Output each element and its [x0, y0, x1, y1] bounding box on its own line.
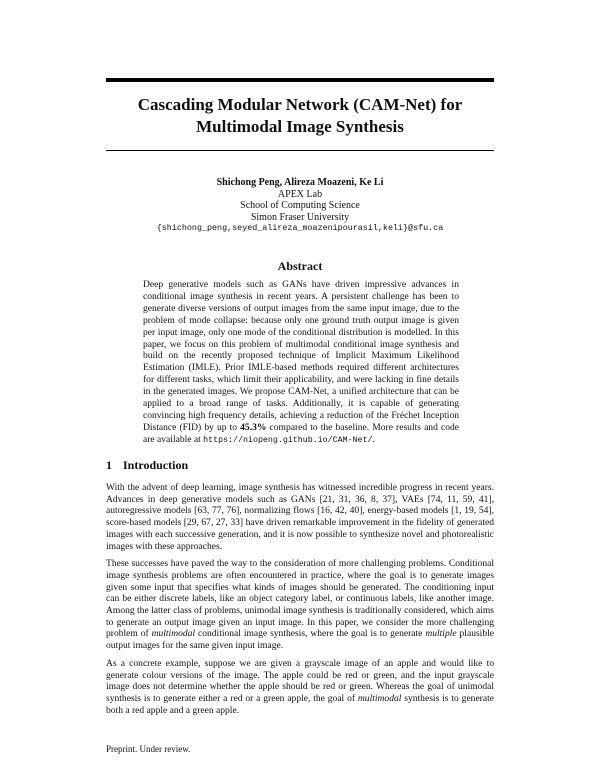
intro-p2-text-3: plausible output images for the same given input image. — [106, 628, 494, 652]
paper-title — [106, 94, 494, 138]
intro-p2-text: These successes have paved the way to the consideration of more challenging problems. Conditional image synthesis problems are often encountered in practice, where the goal is to generate images given some input that specifies what kinds of images should be generated. The conditioning input can be either discrete labels, like an object category label, or continuous labels, like another image. Among the latter class of problems, unimodal image synthesis is traditionally considered, which aims to generate an output image given an input image. In this paper, we consider the more challenging problem of — [106, 558, 494, 640]
abstract-text — [143, 279, 459, 447]
preprint-footer: Preprint. Under review. — [106, 744, 191, 754]
abstract-body: Deep generative models such as GANs have driven impressive advances in conditional image synthesis in recent years. A persistent challenge has been to generate diverse versions of output images from the same input image, due to the problem of mode collapse: because only one ground truth output image is given per input image, only one mode of the conditional distribution is modelled. In this paper, we focus on this problem of multimodal conditional image synthesis and build on the recently proposed technique of Implicit Maximum Likelihood Estimation (IMLE). Prior IMLE-based methods required different architectures for different tasks, which limit their applicability, and were lacking in fine details in the generated images. We propose CAM-Net, a unified architecture that can be applied to a broad range of tasks. Additionally, it is capable of generating convincing high frequency details, achieving a reduction of the Fréchet Inception Distance (FID) by up to — [143, 279, 459, 433]
author-university: Simon Fraser University — [250, 211, 350, 223]
title-line-1: Cascading Modular Network (CAM-Net) for — [137, 95, 463, 114]
abstract-body-cont: compared to the baseline. More results and code are available at — [143, 421, 459, 445]
author-block — [106, 177, 494, 235]
intro-p3-emphasis: multimodal — [357, 692, 402, 704]
author-email: {shichong_peng,seyed_alireza_moazenipourasil,keli}@sfu.ca — [156, 223, 444, 233]
section-title: Introduction — [123, 458, 189, 472]
intro-p2-text-2: conditional image synthesis, where the goal is to generate — [195, 628, 426, 640]
title-top-rule — [106, 78, 494, 82]
intro-paragraph-3 — [106, 658, 494, 717]
fid-reduction-value: 45.3% — [240, 421, 267, 433]
abstract-heading: Abstract — [277, 259, 323, 273]
abstract-end: . — [372, 433, 375, 445]
section-number: 1 — [106, 458, 112, 472]
intro-p2-emphasis: multimodal — [151, 628, 196, 640]
intro-p2-emphasis-2: multiple — [425, 628, 457, 640]
author-school: School of Computing Science — [240, 200, 360, 211]
title-line-2: Multimodal Image Synthesis — [196, 117, 404, 136]
introduction-body — [106, 482, 494, 722]
intro-p3-text-2: synthesis is to generate both a red apple and a green apple. — [106, 692, 494, 716]
section-heading-introduction — [106, 458, 188, 473]
author-names: Shichong Peng, Alireza Moazeni, Ke Li — [216, 177, 384, 188]
intro-paragraph-2 — [106, 558, 494, 652]
intro-paragraph-1: With the advent of deep learning, image synthesis has witnessed incredible progress in recent years. Advances in deep generative models such as GANs [21, 31, 36, 8, 37], VAEs [74, 11, 59, 41], autoregressive models [63, 77, 76], normalizing flows [16, 42, 40], energy-based models [1, 19, 54], score-based models [29, 67, 27, 33] have driven remarkable improvement in the fidelity of generated images with each successive generation, and it is now possible to synthesize novel and photorealistic images with these approaches. — [106, 482, 494, 552]
title-bottom-rule — [106, 150, 494, 151]
intro-p3-text: As a concrete example, suppose we are given a grayscale image of an apple and would like to generate colour versions of the image. The apple could be red or green, and the input grayscale image does not determine whether the apple should be red or green. Whereas the goal of unimodal synthesis is to generate either a red or a green apple, the goal of — [106, 657, 494, 704]
project-url-link[interactable]: https://niopeng.github.io/CAM-Net/ — [203, 435, 373, 445]
author-lab: APEX Lab — [277, 188, 323, 200]
